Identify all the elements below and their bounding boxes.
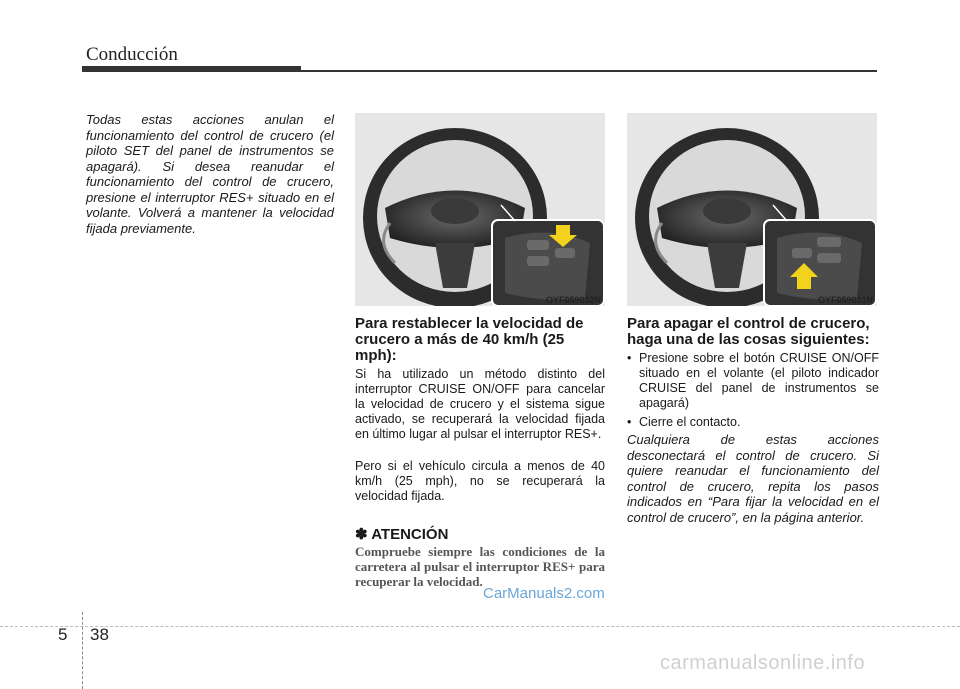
carmanuals-watermark: CarManuals2.com — [483, 585, 605, 602]
list-item: • Presione sobre el botón CRUISE ON/OFF situado en el volante (el piloto indicador CRUISE del panel de instrumentos se apagará) — [627, 351, 879, 411]
figure-code: OYF059031N — [817, 295, 873, 305]
site-watermark: carmanualsonline.info — [660, 652, 866, 674]
footer-vertical-line — [82, 612, 83, 689]
steering-wheel-icon — [627, 113, 877, 306]
restore-paragraph-1: Si ha utilizado un método distinto del interruptor CRUISE ON/OFF para cancelar la velocidad de crucero y el sistema sigue activado, se recuperará la velocidad fijada en último lugar al pulsar el interruptor RES+. — [355, 367, 605, 441]
page-number: 38 — [90, 625, 109, 644]
steering-wheel-icon — [355, 113, 605, 306]
header-rule-thick — [82, 66, 301, 72]
cancel-note-paragraph: Cualquiera de estas acciones desconectará el control de crucero. Si quiere reanudar el funcionamiento del control de crucero, repita los pasos indicados en “Para fijar la velocidad en el control de crucero”, en la página anterior. — [627, 432, 879, 525]
page-chapter-number: 5 — [58, 625, 68, 644]
figure-code: OYF059032N — [545, 295, 601, 305]
list-item: • Cierre el contacto. — [627, 415, 879, 430]
left-note-paragraph: Todas estas acciones anulan el funcionamiento del control de crucero (el piloto SET del panel de instrumentos se apagará). Si desea reanudar el funcionamiento del control de crucero, presione el interruptor RES+ situado en el volante. Volverá a mantener la velocidad fijada previamente. — [86, 112, 334, 236]
figure-cancel-cruise — [627, 113, 877, 306]
attention-text: Compruebe siempre las condiciones de la carretera al pulsar el interruptor RES+ para recuperar la velocidad. — [355, 544, 605, 589]
figure-restore-speed — [355, 113, 605, 306]
heading-cancel-cruise: Para apagar el control de crucero, haga una de las cosas siguientes: — [627, 315, 870, 348]
attention-icon: ✽ — [355, 526, 368, 543]
heading-restore-speed: Para restablecer la velocidad de crucero a más de 40 km/h (25 mph): — [355, 315, 584, 364]
footer-rule — [0, 626, 960, 627]
page-header-title: Conducción — [86, 44, 178, 65]
cancel-bullet-list — [627, 351, 879, 434]
attention-heading — [355, 525, 448, 543]
header-rule-thin — [301, 70, 877, 72]
attention-title: ATENCIÓN — [371, 526, 449, 543]
restore-paragraph-2: Pero si el vehículo circula a menos de 40 km/h (25 mph), no se recuperará la velocidad fijada. — [355, 459, 605, 503]
